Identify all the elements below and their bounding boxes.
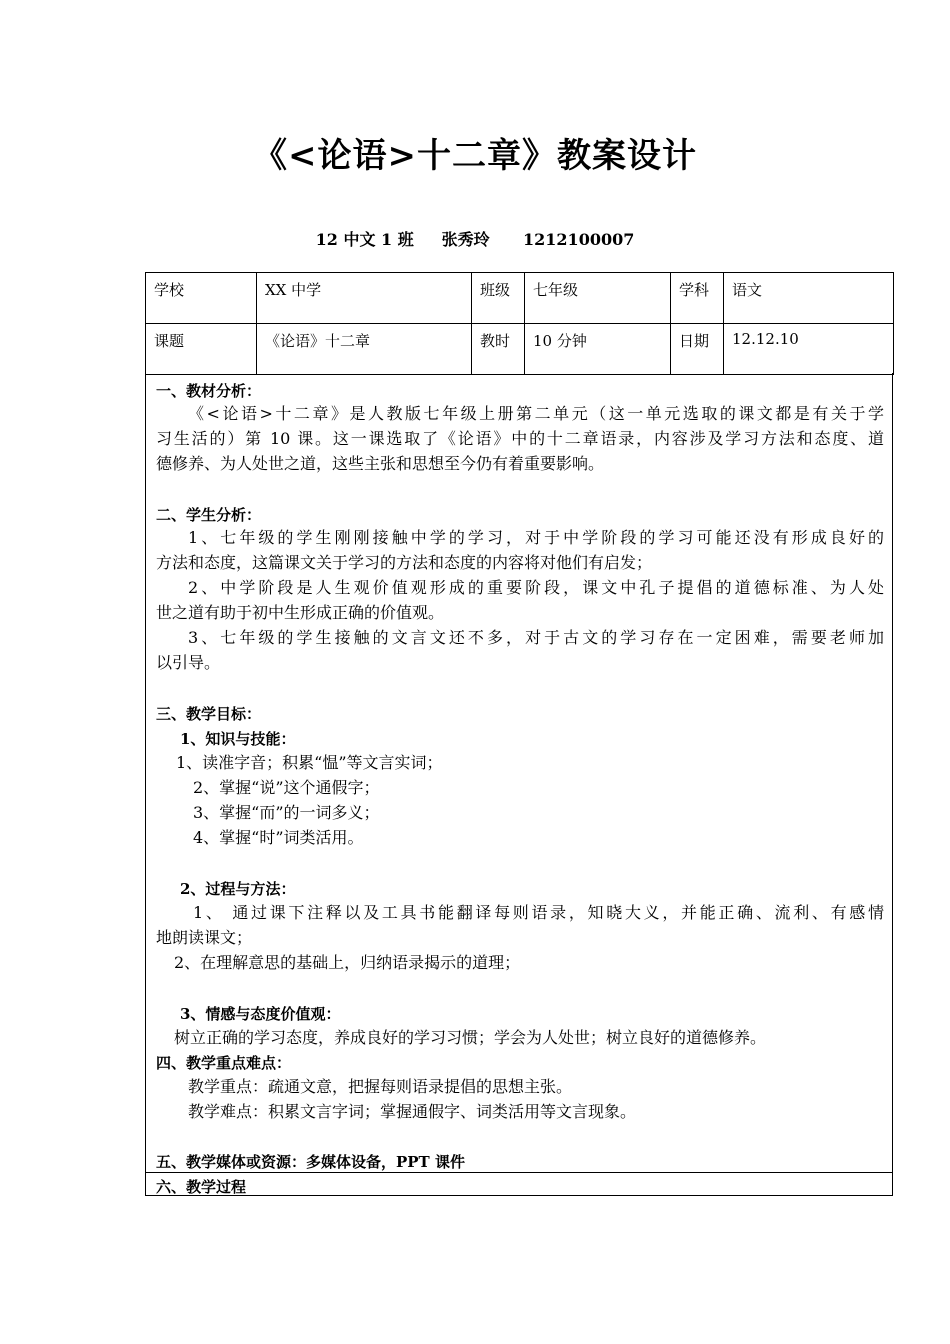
paragraph-line: 2、中学阶段是人生观价值观形成的重要阶段，课文中孔子提倡的道德标准、为人处 [188, 578, 884, 597]
paragraph-line: 教学难点：积累文言字词；掌握通假字、词类活用等文言现象。 [188, 1102, 637, 1121]
time-value: 10 分钟 [525, 324, 671, 375]
paragraph-line: 教学重点：疏通文意，把握每则语录提倡的思想主张。 [188, 1077, 573, 1096]
school-value: XX 中学 [257, 273, 472, 324]
paragraph-line: 世之道有助于初中生形成正确的价值观。 [156, 603, 445, 622]
subject-value: 语文 [724, 273, 894, 324]
subheading-attitude: 3、情感与态度价值观： [180, 1005, 341, 1023]
school-label: 学校 [146, 273, 257, 324]
class-label: 班级 [472, 273, 525, 324]
topic-label: 课题 [146, 324, 257, 375]
topic-value: 《论语》十二章 [257, 324, 472, 375]
date-value: 12.12.10 [724, 324, 894, 375]
author-line: 12 中文 1 班 张秀玲 1212100007 [315, 230, 635, 249]
section-heading-students: 二、学生分析： [156, 506, 262, 524]
goal-item: 2、在理解意思的基础上，归纳语录揭示的道理； [174, 953, 521, 972]
section-heading-resources: 五、教学媒体或资源：多媒体设备，PPT 课件 [156, 1153, 465, 1171]
goal-item: 地朗读课文； [156, 928, 253, 947]
lesson-body [145, 373, 893, 1196]
paragraph-line: 3、七年级的学生接触的文言文还不多，对于古文的学习存在一定困难，需要老师加 [188, 628, 884, 647]
section-heading-goals: 三、教学目标： [156, 705, 262, 723]
date-label: 日期 [671, 324, 724, 375]
subject-label: 学科 [671, 273, 724, 324]
paragraph-line: 德修养、为人处世之道，这些主张和思想至今仍有着重要影响。 [156, 454, 605, 473]
goal-item: 3、掌握“而”的一词多义； [193, 803, 380, 822]
section-heading-key-points: 四、教学重点难点： [156, 1054, 292, 1072]
section-heading-process: 六、教学过程 [156, 1178, 247, 1196]
section-heading-analysis: 一、教材分析： [156, 382, 262, 400]
paragraph-line: 方法和态度，这篇课文关于学习的方法和态度的内容将对他们有启发； [156, 553, 653, 572]
goal-item: 树立正确的学习态度，养成良好的学习习惯；学会为人处世；树立良好的道德修养。 [174, 1028, 767, 1047]
info-row-2 [146, 324, 894, 375]
subheading-process: 2、过程与方法： [180, 880, 296, 898]
row-divider [146, 1172, 892, 1173]
subheading-knowledge: 1、知识与技能： [180, 730, 296, 748]
goal-item: 2、掌握“说”这个通假字； [193, 778, 380, 797]
goal-item: 1、读准字音；积累“愠”等文言实词； [176, 753, 443, 772]
document-title: 《<论语>十二章》教案设计 [253, 136, 697, 176]
paragraph-line: 以引导。 [156, 653, 221, 672]
goal-item: 1、 通过课下注释以及工具书能翻译每则语录，知晓大义，并能正确、流利、有感情 [193, 903, 884, 922]
class-value: 七年级 [525, 273, 671, 324]
paragraph-line: 1、七年级的学生刚刚接触中学的学习，对于中学阶段的学习可能还没有形成良好的 [188, 528, 884, 547]
time-label: 教时 [472, 324, 525, 375]
goal-item: 4、掌握“时”词类活用。 [193, 828, 364, 847]
paragraph-line: 习生活的）第 10 课。这一课选取了《论语》中的十二章语录，内容涉及学习方法和态度、道 [156, 429, 884, 448]
info-table [145, 272, 894, 375]
paragraph-line: 《<论语>十二章》是人教版七年级上册第二单元（这一单元选取的课文都是有关于学 [188, 404, 884, 423]
info-row-1 [146, 273, 894, 324]
